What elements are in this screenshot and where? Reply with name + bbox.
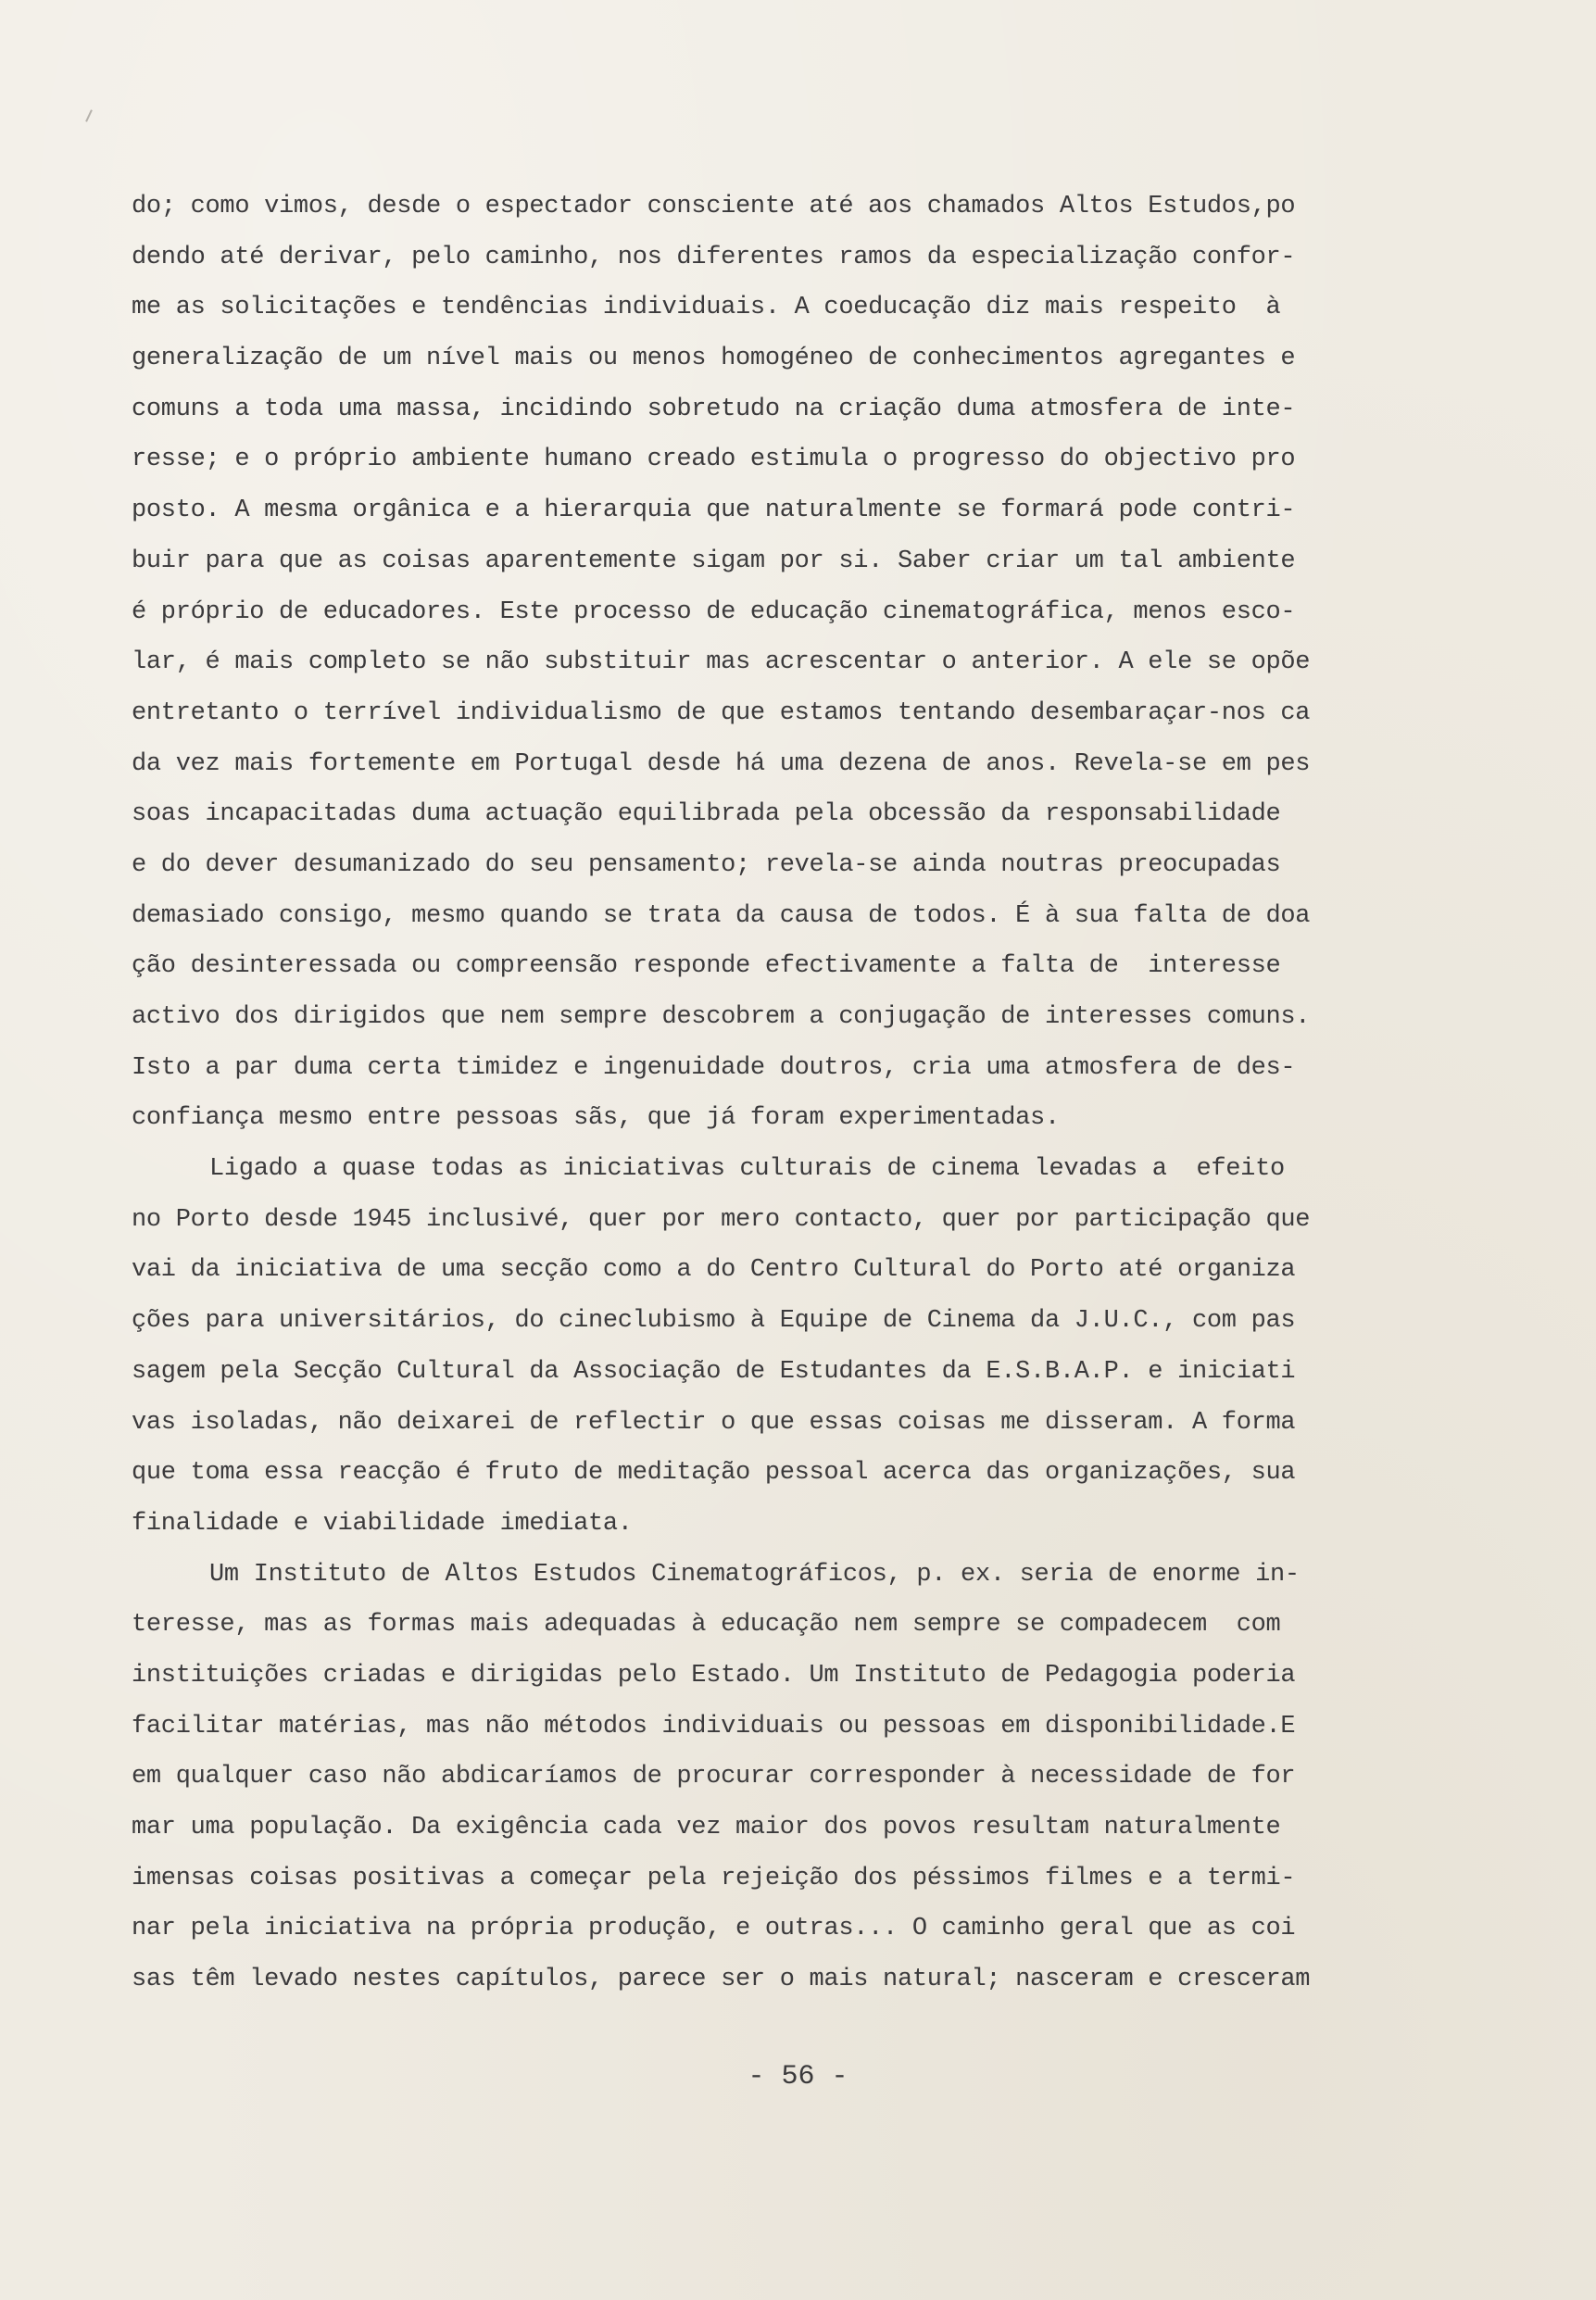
text-line: facilitar matérias, mas não métodos individuais ou pessoas em disponibilidade.E: [132, 1712, 1296, 1741]
text-line: comuns a toda uma massa, incidindo sobretudo na criação duma atmosfera de inte-: [132, 395, 1296, 423]
text-line: soas incapacitadas duma actuação equilibrada pela obcessão da responsabilidade: [132, 800, 1281, 829]
text-line: instituições criadas e dirigidas pelo Estado. Um Instituto de Pedagogia poderia: [132, 1661, 1296, 1690]
text-line: confiança mesmo entre pessoas sãs, que já foram experimentadas.: [132, 1104, 1060, 1133]
text-line: resse; e o próprio ambiente humano creado estimula o progresso do objectivo pro: [132, 446, 1296, 474]
text-line: sas têm levado nestes capítulos, parece ser o mais natural; nasceram e cresceram: [132, 1966, 1311, 1994]
text-line: me as solicitações e tendências individuais. A coeducação diz mais respeito à: [132, 294, 1281, 322]
text-line: em qualquer caso não abdicaríamos de procurar corresponder à necessidade de for: [132, 1763, 1296, 1791]
text-line: vai da iniciativa de uma secção como a do Centro Cultural do Porto até organiza: [132, 1256, 1296, 1285]
text-line: no Porto desde 1945 inclusivé, quer por mero contacto, quer por participação que: [132, 1205, 1311, 1234]
text-line: é próprio de educadores. Este processo de educação cinematográfica, menos esco-: [132, 597, 1296, 626]
text-line: demasiado consigo, mesmo quando se trata da causa de todos. É à sua falta de doa: [132, 901, 1311, 930]
text-line: sagem pela Secção Cultural da Associação de Estudantes da E.S.B.A.P. e iniciati: [132, 1357, 1296, 1386]
text-line: vas isoladas, não deixarei de reflectir o que essas coisas me disseram. A forma: [132, 1408, 1296, 1437]
text-line: ção desinteressada ou compreensão responde efectivamente a falta de interesse: [132, 952, 1281, 981]
text-line: do; como vimos, desde o espectador consciente até aos chamados Altos Estudos,po: [132, 193, 1296, 220]
margin-mark: [85, 109, 93, 122]
paragraph-start-line: Um Instituto de Altos Estudos Cinematográficos, p. ex. seria de enorme in-: [209, 1560, 1300, 1589]
text-line: entretanto o terrível individualismo de que estamos tentando desembaraçar-nos ca: [132, 698, 1311, 727]
text-line: mar uma população. Da exigência cada vez maior dos povos resultam naturalmente: [132, 1814, 1281, 1841]
page-number: - 56 -: [748, 2061, 848, 2093]
text-line: e do dever desumanizado do seu pensamento; revela-se ainda noutras preocupadas: [132, 850, 1281, 879]
text-line: ções para universitários, do cineclubismo à Equipe de Cinema da J.U.C., com pas: [132, 1307, 1296, 1336]
text-line: Isto a par duma certa timidez e ingenuidade doutros, cria uma atmosfera de des-: [132, 1053, 1296, 1082]
text-line: nar pela iniciativa na própria produção, e outras... O caminho geral que as coi: [132, 1915, 1296, 1943]
text-line: dendo até derivar, pelo caminho, nos diferentes ramos da especialização confor-: [132, 243, 1296, 271]
body-text: [132, 182, 1311, 2005]
text-line: imensas coisas positivas a começar pela rejeição dos péssimos filmes e a termi-: [132, 1864, 1296, 1892]
text-line: posto. A mesma orgânica e a hierarquia que naturalmente se formará pode contri-: [132, 496, 1296, 525]
text-line: activo dos dirigidos que nem sempre descobrem a conjugação de interesses comuns.: [132, 1003, 1311, 1031]
text-line: buir para que as coisas aparentemente sigam por si. Saber criar um tal ambiente: [132, 547, 1296, 575]
text-line: finalidade e viabilidade imediata.: [132, 1509, 633, 1538]
text-line: teresse, mas as formas mais adequadas à educação nem sempre se compadecem com: [132, 1611, 1281, 1640]
text-line: da vez mais fortemente em Portugal desde há uma dezena de anos. Revela-se em pes: [132, 749, 1311, 778]
text-line: que toma essa reacção é fruto de meditação pessoal acerca das organizações, sua: [132, 1459, 1296, 1488]
text-line: generalização de um nível mais ou menos homogéneo de conhecimentos agregantes e: [132, 345, 1296, 373]
paragraph-start-line: Ligado a quase todas as iniciativas culturais de cinema levadas a efeito: [209, 1155, 1285, 1184]
text-line: lar, é mais completo se não substituir mas acrescentar o anterior. A ele se opõe: [132, 648, 1311, 677]
